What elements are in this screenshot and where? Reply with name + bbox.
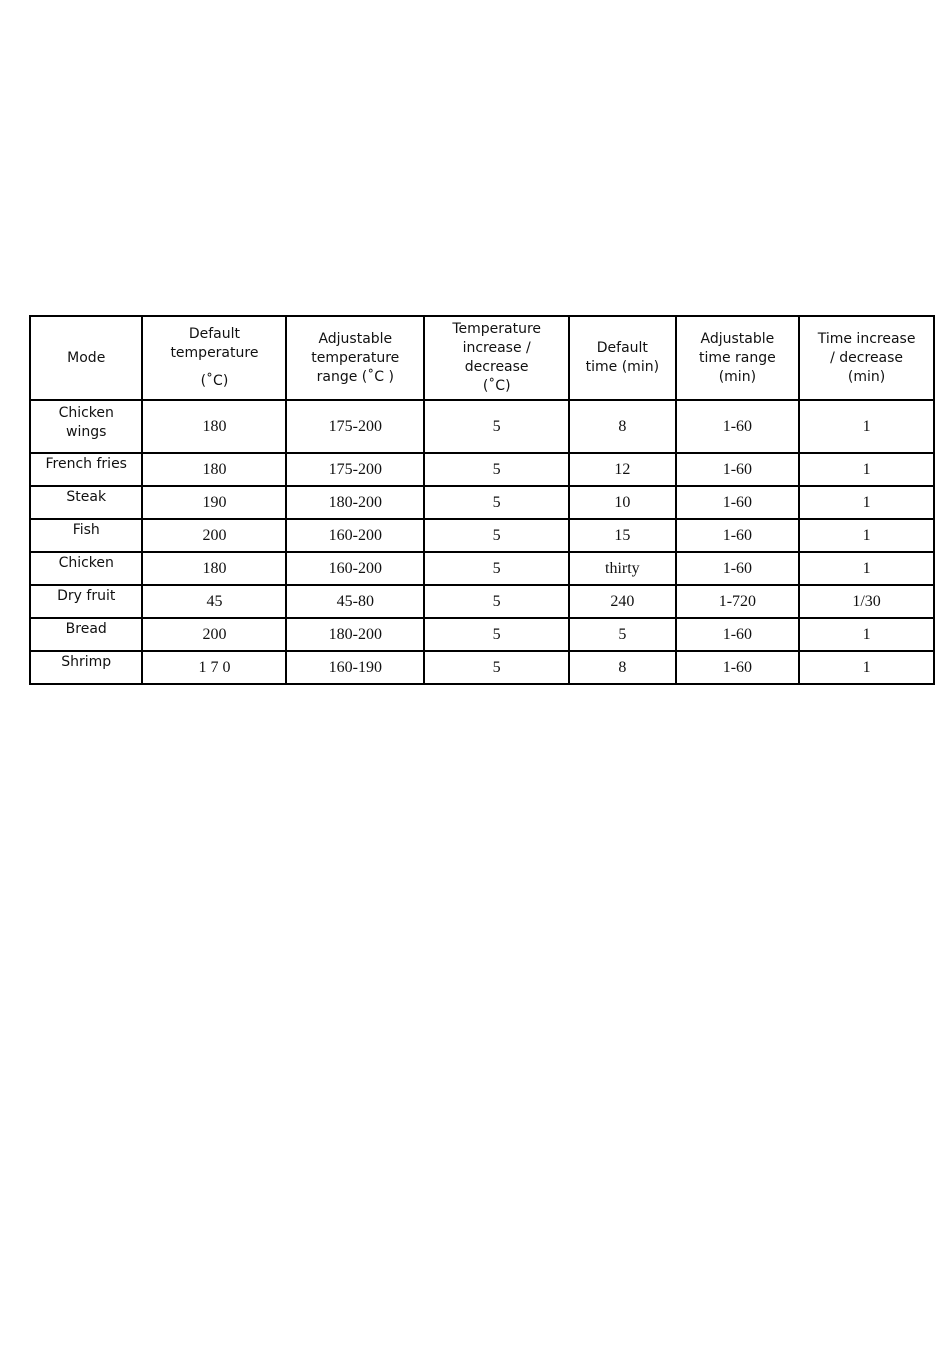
header-adjustable-time-range: Adjustable time range (min) (676, 316, 800, 400)
cell-time-step: 1/30 (799, 585, 934, 618)
header-adjustable-temperature-range: Adjustable temperature range (˚C ) (286, 316, 424, 400)
cell-mode: Dry fruit (30, 585, 142, 618)
cell-temp-range: 180-200 (286, 618, 424, 651)
cell-default-time: 10 (569, 486, 675, 519)
cell-temp-range: 175-200 (286, 400, 424, 453)
header-default-time: Default time (min) (569, 316, 675, 400)
cell-temp-step: 5 (424, 585, 569, 618)
cell-default-temp: 180 (142, 400, 286, 453)
cell-default-temp: 45 (142, 585, 286, 618)
cell-temp-step: 5 (424, 519, 569, 552)
cell-mode: Bread (30, 618, 142, 651)
cell-default-temp: 180 (142, 552, 286, 585)
cell-temp-range: 45-80 (286, 585, 424, 618)
header-temperature-increase-decrease: Temperature increase / decrease (˚C) (424, 316, 569, 400)
cell-default-temp: 180 (142, 453, 286, 486)
header-default-temperature: Default temperature (˚C) (142, 316, 286, 400)
cell-time-step: 1 (799, 453, 934, 486)
cell-time-range: 1-60 (676, 552, 800, 585)
cell-default-time: 8 (569, 651, 675, 684)
cell-temp-step: 5 (424, 453, 569, 486)
cell-time-range: 1-720 (676, 585, 800, 618)
cell-temp-range: 160-200 (286, 552, 424, 585)
cell-mode: Chicken (30, 552, 142, 585)
cell-temp-step: 5 (424, 618, 569, 651)
cell-temp-step: 5 (424, 486, 569, 519)
cooking-modes-table-container (29, 315, 935, 685)
cell-default-time: 12 (569, 453, 675, 486)
table-row-french-fries (30, 453, 934, 486)
cell-default-temp: 200 (142, 618, 286, 651)
cooking-modes-table (29, 315, 935, 685)
header-time-increase-decrease: Time increase / decrease (min) (799, 316, 934, 400)
cell-temp-step: 5 (424, 400, 569, 453)
cell-time-range: 1-60 (676, 651, 800, 684)
table-row-bread (30, 618, 934, 651)
cell-mode: Steak (30, 486, 142, 519)
cell-time-step: 1 (799, 618, 934, 651)
cell-default-temp: 190 (142, 486, 286, 519)
table-row-chicken-wings (30, 400, 934, 453)
cell-time-range: 1-60 (676, 519, 800, 552)
cell-time-range: 1-60 (676, 486, 800, 519)
cell-default-time: 240 (569, 585, 675, 618)
cell-temp-step: 5 (424, 552, 569, 585)
cell-default-temp: 200 (142, 519, 286, 552)
cell-time-step: 1 (799, 519, 934, 552)
table-row-fish (30, 519, 934, 552)
cell-time-step: 1 (799, 400, 934, 453)
cell-temp-range: 160-200 (286, 519, 424, 552)
table-header-row (30, 316, 934, 400)
cell-default-temp: 1 7 0 (142, 651, 286, 684)
cell-mode: Fish (30, 519, 142, 552)
table-row-shrimp (30, 651, 934, 684)
cell-time-range: 1-60 (676, 453, 800, 486)
cell-temp-range: 180-200 (286, 486, 424, 519)
cell-default-time: 15 (569, 519, 675, 552)
cell-mode: French fries (30, 453, 142, 486)
table-row-chicken (30, 552, 934, 585)
header-mode: Mode (30, 316, 142, 400)
cell-mode: Shrimp (30, 651, 142, 684)
cell-time-range: 1-60 (676, 618, 800, 651)
table-row-dry-fruit (30, 585, 934, 618)
cell-time-range: 1-60 (676, 400, 800, 453)
cell-temp-step: 5 (424, 651, 569, 684)
cell-default-time: 8 (569, 400, 675, 453)
cell-temp-range: 160-190 (286, 651, 424, 684)
cell-time-step: 1 (799, 486, 934, 519)
cell-mode: Chicken wings (30, 400, 142, 453)
cell-temp-range: 175-200 (286, 453, 424, 486)
cell-time-step: 1 (799, 651, 934, 684)
cell-default-time: thirty (569, 552, 675, 585)
cell-default-time: 5 (569, 618, 675, 651)
cell-time-step: 1 (799, 552, 934, 585)
table-row-steak (30, 486, 934, 519)
